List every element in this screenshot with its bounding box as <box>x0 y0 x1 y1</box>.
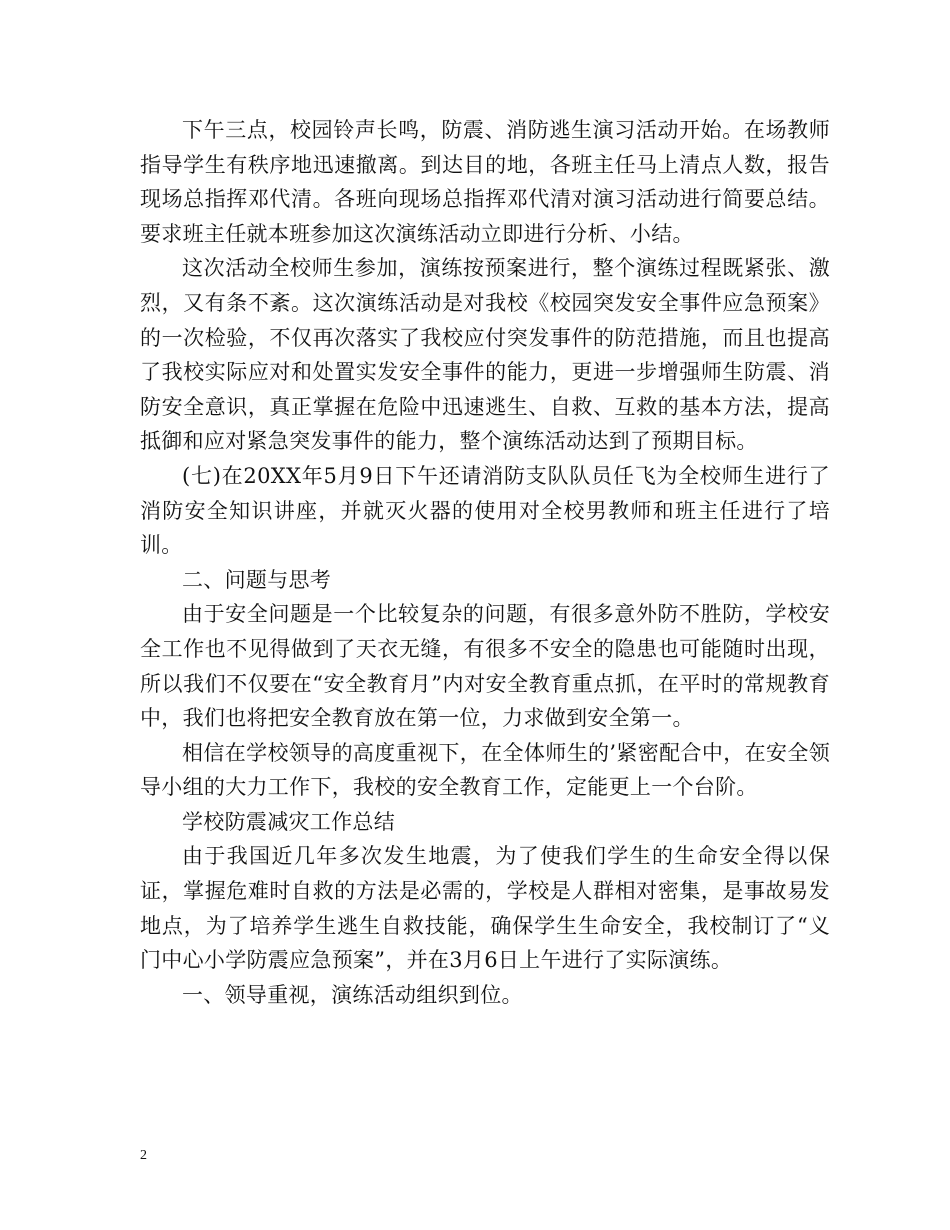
section-heading-leadership: 一、领导重视，演练活动组织到位。 <box>182 982 523 1007</box>
paragraph-drill-start: 下午三点，校园铃声长鸣，防震、消防逃生演习活动开始。在场教师指导学生有秩序地迅速撤离。到达目的地，各班主任马上清点人数，报告现场总指挥邓代清。各班向现场总指挥邓代清对演习活动进行简要总结。要求班主任就本班参加这次演练活动立即进行分析、小结。 <box>140 118 830 246</box>
paragraph-fire-lecture: (七)在20XX年5月9日下午还请消防支队队员任飞为全校师生进行了消防安全知识讲座，并就灭火器的使用对全校男教师和班主任进行了培训。 <box>140 463 830 558</box>
paragraph-earthquake-intro: 由于我国近几年多次发生地震，为了使我们学生的生命安全得以保证，掌握危难时自救的方法是必需的，学校是人群相对密集，是事故易发地点，为了培养学生逃生自救技能，确保学生生命安全，我校制订了“义门中心小学防震应急预案”，并在3月6日上午进行了实际演练。 <box>140 844 830 973</box>
section-heading-problems: 二、问题与思考 <box>182 567 332 592</box>
page-number: 2 <box>140 1148 147 1163</box>
document-body <box>140 113 830 1012</box>
section-heading-earthquake-summary: 学校防震减灾工作总结 <box>182 809 395 834</box>
paragraph-confidence: 相信在学校领导的高度重视下，在全体师生的’紧密配合中，在安全领导小组的大力工作下，我校的安全教育工作，定能更上一个台阶。 <box>140 740 830 800</box>
paragraph-drill-evaluation: 这次活动全校师生参加，演练按预案进行，整个演练过程既紧张、激烈，又有条不紊。这次演练活动是对我校《校园突发安全事件应急预案》的一次检验，不仅再次落实了我校应付突发事件的防范措施，而且也提高了我校实际应对和处置实发安全事件的能力，更进一步增强师生防震、消防安全意识，真正掌握在危险中迅速逃生、自救、互救的基本方法，提高抵御和应对紧急突发事件的能力，整个演练活动达到了预期目标。 <box>140 256 830 454</box>
paragraph-safety-issues: 由于安全问题是一个比较复杂的问题，有很多意外防不胜防，学校安全工作也不见得做到了天衣无缝，有很多不安全的隐患也可能随时出现，所以我们不仅要在“安全教育月”内对安全教育重点抓，在平时的常规教育中，我们也将把安全教育放在第一位，力求做到安全第一。 <box>140 602 830 731</box>
